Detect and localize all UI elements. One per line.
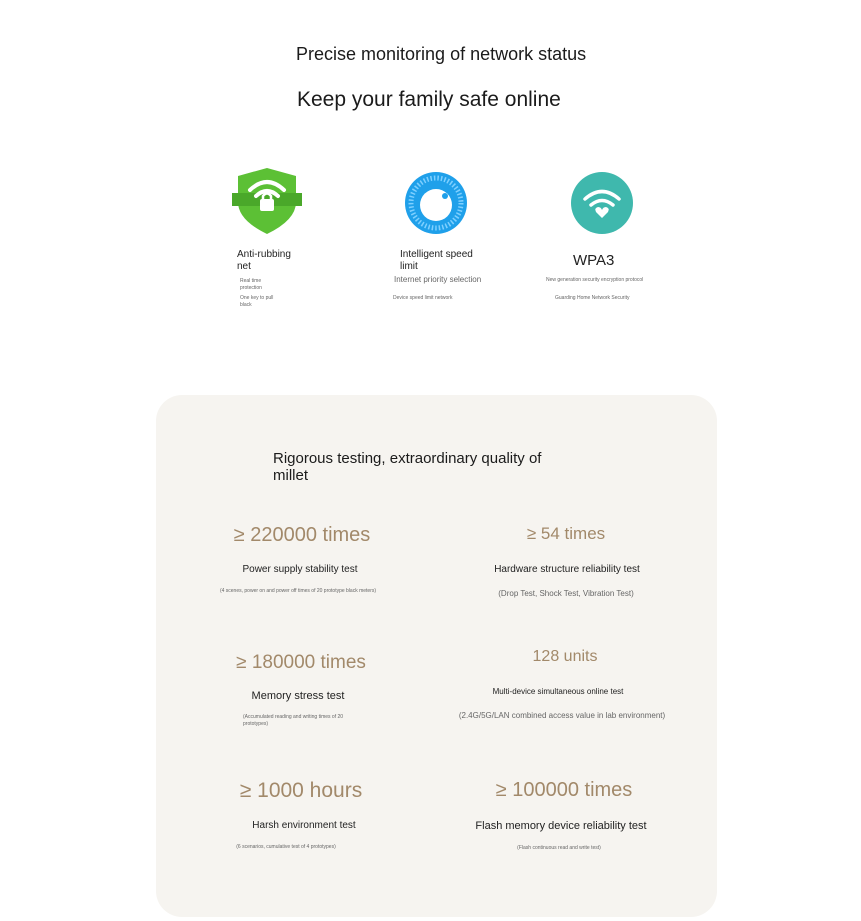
page-subtitle: Keep your family safe online [297, 88, 561, 111]
feature-note: Internet priority selection [394, 275, 482, 284]
stat-label: Hardware structure reliability test [494, 564, 640, 575]
stat-note: (2.4G/5G/LAN combined access value in lab environment) [458, 711, 666, 720]
speed-dial-icon [405, 172, 467, 234]
testing-title: Rigorous testing, extraordinary quality of millet [273, 450, 542, 484]
stat-label: Multi-device simultaneous online test [492, 687, 624, 696]
stat-label: Harsh environment test [252, 820, 356, 831]
feature-note: Real time protection [240, 278, 262, 291]
stat-value: ≥ 54 times [526, 524, 606, 543]
stat-value: ≥ 220000 times [233, 524, 371, 546]
feature-note: Guarding Home Network Security [555, 295, 630, 301]
stat-label: Power supply stability test [242, 564, 358, 575]
stat-value: 128 units [532, 648, 598, 665]
stat-note: (Drop Test, Shock Test, Vibration Test) [498, 589, 634, 598]
stat-note: (4 scenes, power on and power off times of 20 prototype black meters) [219, 588, 377, 594]
wifi-heart-icon [571, 172, 633, 234]
stat-note: (6 scenarios, cumulative test of 4 prototypes) [236, 844, 336, 850]
stat-label: Memory stress test [251, 690, 345, 702]
page-title: Precise monitoring of network status [296, 44, 587, 64]
stat-label: Flash memory device reliability test [475, 820, 647, 832]
stat-value: ≥ 100000 times [495, 779, 633, 801]
stat-value: ≥ 180000 times [236, 652, 366, 673]
stat-note: (Accumulated reading and writing times of 20 prototypes) [243, 714, 344, 727]
feature-title: WPA3 [573, 252, 615, 269]
feature-note: One key to pull black [240, 295, 274, 308]
stat-value: ≥ 1000 hours [239, 779, 363, 802]
feature-title: Anti-rubbing net [237, 249, 291, 272]
feature-note: Device speed limit network [393, 295, 453, 301]
feature-note: New generation security encryption protocol [546, 277, 644, 283]
feature-title: Intelligent speed limit [400, 249, 473, 272]
shield-wifi-lock-icon [232, 168, 302, 234]
stat-note: (Flash continuous read and write test) [517, 845, 601, 851]
